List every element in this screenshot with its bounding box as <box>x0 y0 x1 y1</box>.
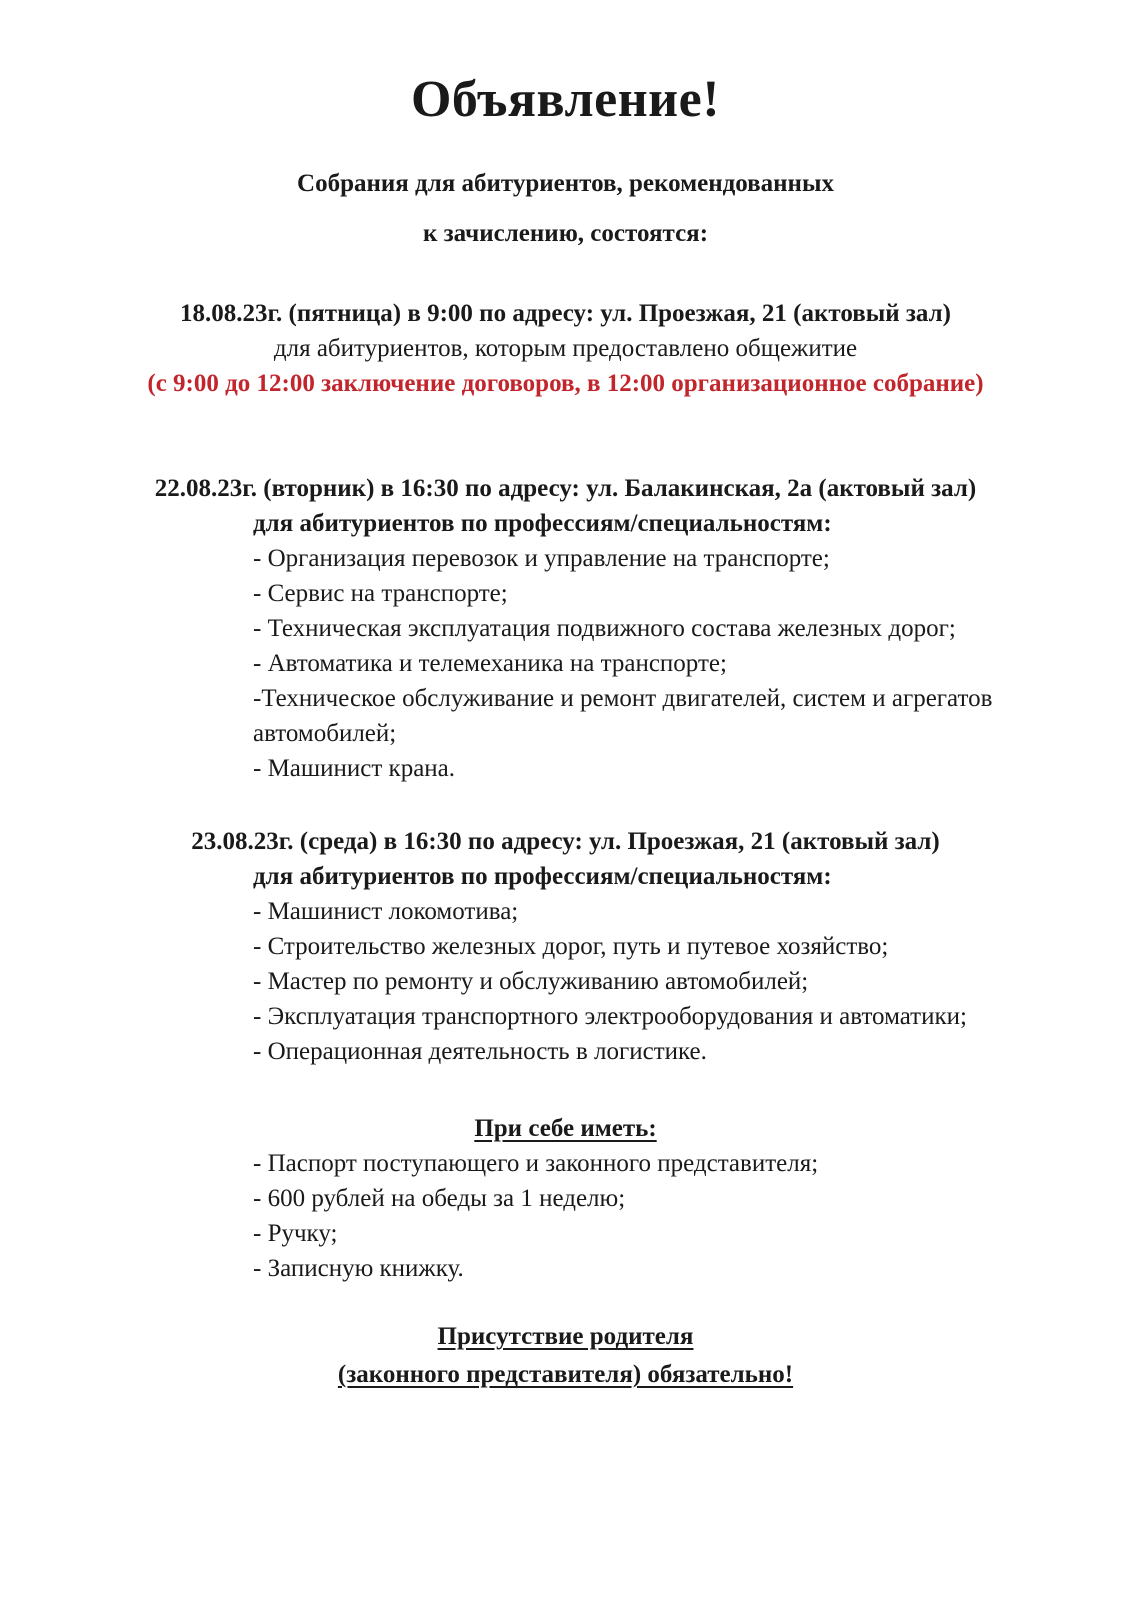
bring-item: - 600 рублей на обеды за 1 неделю; <box>253 1185 626 1212</box>
bring-item: - Записную книжку. <box>253 1255 464 1282</box>
bring-item: - Паспорт поступающего и законного представителя; <box>253 1150 819 1177</box>
parent-presence-note <box>0 1318 1131 1394</box>
specialty-item: - Машинист крана. <box>253 755 456 782</box>
page-title: Объявление! <box>410 71 721 128</box>
specialty-item: - Организация перевозок и управление на транспорте; <box>253 545 830 572</box>
meeting-audience-aug23: для абитуриентов по профессиям/специальностям: <box>253 863 832 890</box>
parent-presence-line-1: Присутствие родителя <box>437 1323 694 1350</box>
meeting-audience-aug22: для абитуриентов по профессиям/специальностям: <box>253 510 832 537</box>
meeting-date-heading-aug23: 23.08.23г. (среда) в 16:30 по адресу: ул. Проезжая, 21 (актовый зал) <box>191 828 940 855</box>
meeting-schedule-note-red: (с 9:00 до 12:00 заключение договоров, в 12:00 организационное собрание) <box>147 370 984 397</box>
meeting-section-aug18 <box>0 296 1131 401</box>
subtitle-line-1: Собрания для абитуриентов, рекомендованных <box>297 170 834 197</box>
subtitle-line-2: к зачислению, состоятся: <box>422 220 709 247</box>
bring-with-you-section <box>0 1111 1131 1286</box>
specialty-item: -Техническое обслуживание и ремонт двигателей, систем и агрегатов автомобилей; <box>253 685 993 747</box>
specialty-item: - Автоматика и телемеханика на транспорте; <box>253 650 727 677</box>
specialty-item: - Техническая эксплуатация подвижного состава железных дорог; <box>253 615 956 642</box>
specialty-item: - Сервис на транспорте; <box>253 580 508 607</box>
specialty-item: - Мастер по ремонту и обслуживанию автомобилей; <box>253 968 809 995</box>
specialties-list-aug22 <box>0 541 1131 786</box>
parent-presence-line-2: (законного представителя) обязательно! <box>337 1361 794 1388</box>
meeting-section-aug23 <box>0 824 1131 1069</box>
meeting-date-heading-aug22: 22.08.23г. (вторник) в 16:30 по адресу: ул. Балакинская, 2а (актовый зал) <box>154 475 977 502</box>
bring-with-you-heading: При себе иметь: <box>474 1115 657 1142</box>
meeting-section-aug22 <box>0 471 1131 786</box>
specialty-item: - Операционная деятельность в логистике. <box>253 1038 707 1065</box>
specialties-list-aug23 <box>0 894 1131 1069</box>
meeting-audience-aug18: для абитуриентов, которым предоставлено общежитие <box>273 335 858 362</box>
specialty-item: - Машинист локомотива; <box>253 898 519 925</box>
meeting-date-heading-aug18: 18.08.23г. (пятница) в 9:00 по адресу: ул. Проезжая, 21 (актовый зал) <box>180 300 951 327</box>
specialty-item: - Эксплуатация транспортного электрооборудования и автоматики; <box>253 1003 967 1030</box>
bring-item: - Ручку; <box>253 1220 338 1247</box>
specialty-item: - Строительство железных дорог, путь и путевое хозяйство; <box>253 933 889 960</box>
bring-with-you-list <box>0 1146 1131 1286</box>
